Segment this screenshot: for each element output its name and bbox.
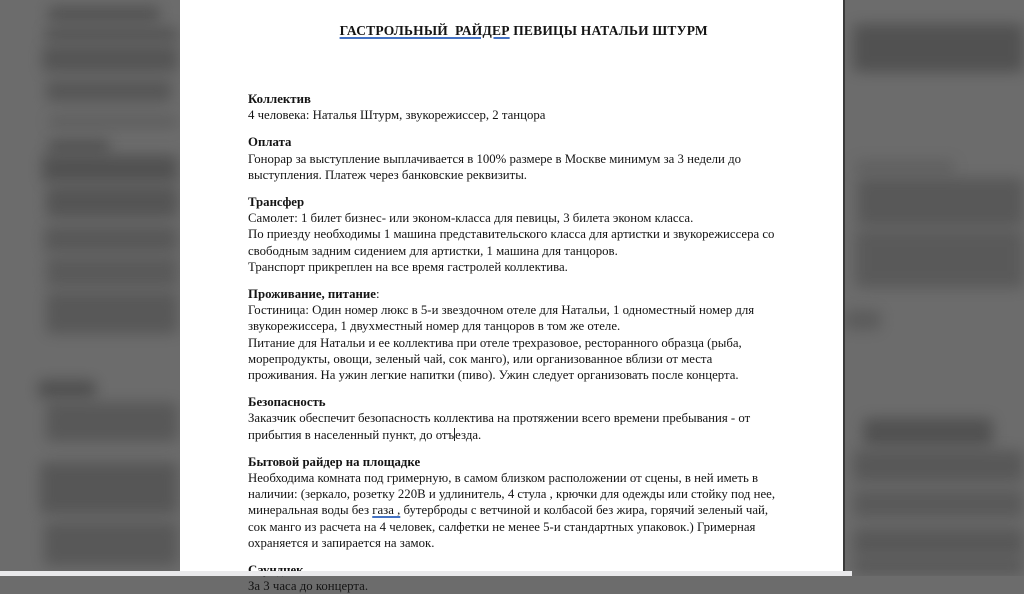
section-bezopasnost bbox=[248, 394, 778, 443]
background-blur-blob bbox=[853, 24, 1024, 72]
background-blur-blob bbox=[853, 490, 1024, 518]
section-kollektiv bbox=[248, 91, 778, 123]
section-paragraph: Транспорт прикреплен на все время гастролей коллектива. bbox=[248, 259, 568, 274]
section-paragraph: Необходима комната под гримерную, в самом близком расположении от сцены, в ней иметь в наличии: (зеркало, розетку 220В и удлинитель, 4 стула , крючки для одежды или стойку под нее, минеральная воды без газа , бутерброды с ветчиной и колбасой без жира, горячий зеленый чай, сок манго из расчета на 4 человек, салфетки не менее 5-и стандартных упаковок.) Гримерная охраняется и запирается на замок. bbox=[248, 471, 779, 550]
document-title bbox=[248, 4, 778, 58]
background-blur-blob bbox=[853, 450, 1024, 482]
section-paragraph: Самолет: 1 билет бизнес- или эконом-класса для певицы, 3 билета эконом класса. bbox=[248, 211, 694, 226]
background-blur-blob bbox=[42, 155, 178, 182]
section-heading: Проживание, питание: bbox=[248, 287, 380, 302]
background-blur-blob bbox=[44, 522, 178, 566]
section-heading: Трансфер bbox=[248, 195, 305, 210]
background-blur-blob bbox=[855, 160, 955, 174]
background-blur-blob bbox=[40, 462, 178, 514]
background-blur-blob bbox=[48, 139, 110, 154]
background-blur-blob bbox=[44, 226, 178, 252]
blurred-background-right bbox=[845, 0, 1024, 576]
background-blur-blob bbox=[46, 257, 178, 287]
background-blur-blob bbox=[46, 186, 178, 218]
section-paragraph: По приезду необходимы 1 машина представительского класса для артистки и звукорежиссера со свободным задним сидением для артистки, 1 машина для танцоров. bbox=[248, 227, 778, 258]
section-paragraph: Гонорар за выступление выплачивается в 100% размере в Москве минимум за 3 недели до выступления. Платеж через банковские реквизиты. bbox=[248, 151, 745, 182]
section-paragraph: Заказчик обеспечит безопасность коллектива на протяжении всего времени пребывания - от прибытия в населенный пункт, до отъезда. bbox=[248, 411, 754, 442]
background-blur-blob bbox=[45, 27, 178, 42]
title-normal-part: ПЕВИЦЫ НАТАЛЬИ ШТУРМ bbox=[509, 23, 708, 38]
grammar-check-underline: газа , bbox=[372, 503, 401, 518]
background-blur-blob bbox=[46, 402, 178, 442]
section-oplata bbox=[248, 134, 778, 183]
section-prozhivanie-pitanie bbox=[248, 286, 778, 383]
section-heading: Коллектив bbox=[248, 92, 311, 106]
background-blur-blob bbox=[857, 178, 1024, 226]
bottom-light-strip bbox=[0, 571, 852, 576]
section-heading: Бытовой райдер на площадке bbox=[248, 454, 421, 469]
section-paragraph: За 3 часа до концерта. bbox=[248, 579, 369, 594]
title-underlined-part: ГАСТРОЛЬНЫЙ РАЙДЕР bbox=[339, 23, 510, 38]
background-blur-blob bbox=[48, 115, 178, 128]
background-blur-blob bbox=[48, 6, 160, 22]
section-soundcheck bbox=[248, 562, 778, 594]
background-blur-blob bbox=[853, 528, 1024, 556]
heading-colon: : bbox=[375, 287, 380, 302]
section-paragraph: Питание для Натальи и ее коллектива при отеле трехразовое, ресторанного образца (рыба, морепродукты, овощи, зеленый чай, сок манго), или организованное вблизи от места проживания. На ужин легкие напитки (пиво). Ужин следует организовать после концерта. bbox=[248, 335, 745, 383]
background-blur-blob bbox=[863, 418, 993, 446]
background-blur-blob bbox=[855, 230, 1024, 288]
section-heading: Оплата bbox=[248, 135, 292, 150]
section-paragraph: Гостиница: Один номер люкс в 5-и звездочном отеле для Натальи, 1 одноместный номер для звукорежиссера, 1 двухместный номер для танцоров в том же отеле. bbox=[248, 303, 758, 334]
background-blur-blob bbox=[46, 80, 172, 102]
background-blur-blob bbox=[845, 310, 881, 330]
background-blur-blob bbox=[46, 292, 178, 334]
section-transfer bbox=[248, 194, 778, 275]
section-heading: Безопасность bbox=[248, 395, 326, 410]
background-blur-blob bbox=[853, 558, 1024, 574]
section-bytovoi-rider bbox=[248, 454, 778, 551]
background-blur-blob bbox=[38, 380, 96, 398]
document-content bbox=[180, 0, 843, 594]
blurred-background-left bbox=[0, 0, 180, 576]
section-paragraph: 4 человека: Наталья Штурм, звукорежиссер, 2 танцора bbox=[248, 108, 546, 123]
background-blur-blob bbox=[42, 46, 178, 72]
page-edge-shadow bbox=[843, 0, 845, 576]
document-page[interactable] bbox=[180, 0, 843, 594]
